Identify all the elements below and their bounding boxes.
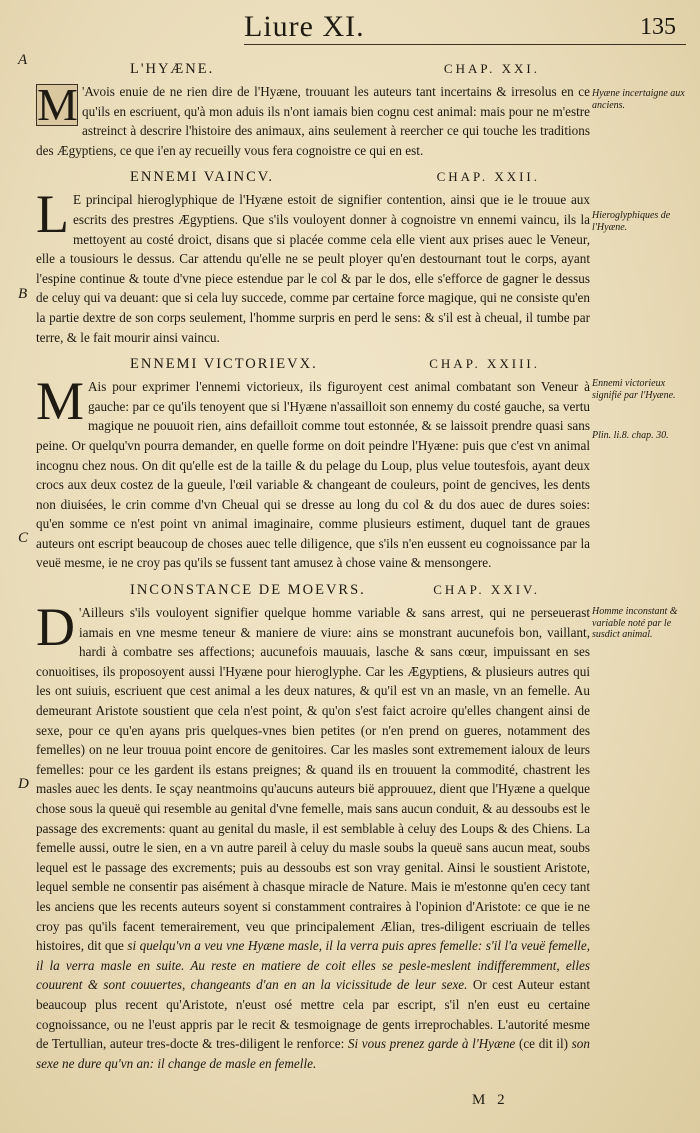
paragraph-text: 'Avois enuie de ne rien dire de l'Hyæne, trouuant les auteurs tant incertains & irresolus en ce qu'ils en escriuent, qu'à mon aduis ils n'ont iamais bien cognu cest animal: mais pour ne m'estre astreinct à descrire l'histoire des animaux, ains seulement à reercher ce qui touche les traditions des Ægyptiens, ce que i'en ay recueilly vous fera cognoistre ce qui en est. bbox=[36, 84, 590, 158]
section-title: ENNEMI VICTORIEVX. bbox=[130, 356, 318, 373]
paragraph-text: 'Ailleurs s'ils vouloyent signifier quelque homme variable & sans arrest, qui ne perseuerast iamais en vne mesme teneur & maniere de viure: ains se monstrant aucunefois bon, vaillant, hardi à combatre ses affections; aucunefois mauuais, lasche & sans cœur, impuissant en ses conuoitises, ils proposoyent aussi l'Hyæne pour hieroglyphe. Car les Ægyptiens, & plusieurs autres qui les ont suiuis, escriuent que cest animal a les deux natures, & qu'il est vn an masle, vn an femelle. Au demeurant Aristote soustient que cela n'est point, & qu'on s'est faict acroire qu'elles changent ainsi de sexe, pour ce qu'en ayans pris quelques-vnes bien petites (or n'en prend on gueres, notamment des femelles) on ne leur trouua point encore de genitoires. Car les masles sont extremement ialoux de leurs femelles: pour ce les gardent ils estans preignes; & quand ils en trouuent la commodité, chastrent les masles auec les dents. Ie sçay neantmoins qu'aucuns auteurs bië approuuez, dient que l'Hyæne a quelque chose sous la queuë qui resemble au genital d'vne femelle, mais sans aucun conduit, & au dessoubs est le passage des excrements: quant au genital du masle, il est semblable à celuy des Loups & des Chiens. La femelle aussi, outre le sien, en a vn autre pareil à celuy du masle soubs la queuë sans aucun meat, soubs lequel est le passage des excrements; puis au dessoubs est son vray genital. Ainsi le soustient Aristote, lequel semble ne consentir pas aisément à chasque miracle de Nature. Mais ie m'estonne qu'en cecy tant les anciens que les recents auteurs soyent si constamment contraires à l'opinion d'Aristote: ce que ie ne croy pas qu'ils facent temerairement, veu que principalement Ælian, tres-diligent escriuain de telles histoires, dit que bbox=[36, 605, 590, 954]
paragraph-text: Ais pour exprimer l'ennemi victorieux, ils figuroyent cest animal combatant son Veneur à gauche: par ce qu'ils tenoyent que si l'Hyæne n'assailloit son ennemy du costé gauche, sa vertu magique ne pouuoit rien, ains defailloit comme tout estonnée, & se laissoit prendre quasi sans peine. Or quelqu'vn pourra demander, en quelle forme on doit peindre l'Hyæne: puis que c'est vn animal incognu chez nous. On dit qu'elle est de la taille & du pelage du Loup, plus velue toutesfois, ayant deux crocs aux deux costez de la gueule, l'œil variable & changeant de couleurs, point de gencives, les dents non diuisées, le crin comme d'vn Cheual qui se dresse au long du col & du dos auec de dures soies: qu'en somme ce n'est point vn animal imaginaire, comme plusieurs estiment, duquel tant de graues auteurs ont escript beaucoup de choses auec telle diligence, que s'ils n'en eussent eu cognoissance par la veuë mesme, ie ne croy pas qu'ils se fussent tant amusez à chose vaine & mensongere. bbox=[36, 379, 590, 571]
section-title: INCONSTANCE DE MOEVRS. bbox=[130, 582, 366, 599]
section-title: ENNEMI VAINCV. bbox=[130, 169, 275, 186]
signature-mark-a: A bbox=[18, 52, 28, 68]
running-head-title: Liure XI. bbox=[244, 10, 365, 43]
paragraph-text: Or cest Auteur estant beaucoup plus recent qu'Aristote, n'eust osé mettre cela par escript, s'il n'en eust eu certaine cognoissance, ou ne l'eust appris par le recit & tesmoignage de gents irreprochables. L'autorité mesme de Tertullian, auteur tres-docte & tres-diligent le renforce: bbox=[36, 977, 590, 1052]
signature-mark-d: D bbox=[18, 776, 29, 792]
italic-quote: Si vous prenez garde à l'Hyæne bbox=[347, 1036, 516, 1052]
chapter-number: CHAP. XXIII. bbox=[429, 356, 540, 372]
margin-note: Plin. li.8. chap. 30. bbox=[592, 430, 669, 441]
signature-mark-b: B bbox=[18, 286, 28, 302]
chapter-number: CHAP. XXI. bbox=[443, 61, 540, 76]
decorated-initial: M bbox=[37, 79, 78, 130]
signature-mark-c: C bbox=[18, 530, 29, 546]
page-number: 135 bbox=[640, 14, 676, 40]
paragraph bbox=[36, 184, 590, 347]
running-head bbox=[244, 10, 686, 45]
italic-quote: son sexe ne dure qu'vn an: il change de masle en femelle. bbox=[36, 1036, 590, 1071]
chapter-number: CHAP. XXII. bbox=[436, 169, 540, 185]
chapter-number: CHAP. XXIV. bbox=[433, 582, 540, 598]
paragraph-text: (ce dit il) bbox=[515, 1036, 572, 1052]
main-text-column bbox=[36, 58, 590, 1079]
section-heading bbox=[36, 166, 590, 188]
paragraph bbox=[36, 371, 590, 573]
section-heading bbox=[36, 353, 590, 375]
margin-note: Hieroglyphiques de l'Hyæne. bbox=[592, 210, 671, 233]
margin-note: Homme inconstant & variable noté par le susdict animal. bbox=[592, 606, 678, 640]
margin-note: Ennemi victorieux signifié par l'Hyæne. bbox=[592, 378, 676, 401]
drop-initial: L bbox=[36, 184, 69, 245]
drop-initial: M bbox=[36, 371, 85, 432]
section-title: L'HYÆNE. bbox=[130, 61, 215, 77]
drop-initial: D bbox=[36, 597, 75, 658]
paragraph bbox=[36, 79, 590, 160]
section-heading bbox=[36, 579, 590, 601]
catchword: M 2 bbox=[472, 1092, 509, 1108]
section-heading bbox=[36, 58, 590, 80]
italic-quote: si quelqu'vn a veu vne Hyæne masle, il la verra puis apres femelle: s'il l'a veuë femelle, il la verra masle en suite. Au reste en matiere de coit elles se pesle-meslent indifferemment, elles couurent & sont couuertes, changeants d'an en an la vicissitude de leur sexe. bbox=[36, 938, 590, 993]
paragraph-text: E principal hieroglyphique de l'Hyæne estoit de signifier contention, ainsi que ie le trouue aux escrits des prestres Ægyptiens. Que s'ils vouloyent donner à cognoistre vn ennemi vaincu, ils la mettoyent au costé droict, disans que si placée comme cela elle vient aux prises auec le Veneur, elle a tousiours le dessus. Car attendu qu'elle ne se peult ployer qu'en destournant tout le corps, ayant l'espine continue & toute d'vne piece estendue par le col & par le dos, elle s'efforce de gagner le dessus de celuy qui va deuant: que si cela luy succede, comme par certaine force magique, qui ne consiste qu'en la partie dextre de son corps seulement, l'homme surpris en perd le sens: & s'il est à cheual, il tumbe par terre, & le fait mourir ainsi vaincu. bbox=[36, 192, 590, 345]
margin-note: Hyæne incertaigne aux anciens. bbox=[592, 88, 685, 111]
paragraph bbox=[36, 597, 590, 1073]
